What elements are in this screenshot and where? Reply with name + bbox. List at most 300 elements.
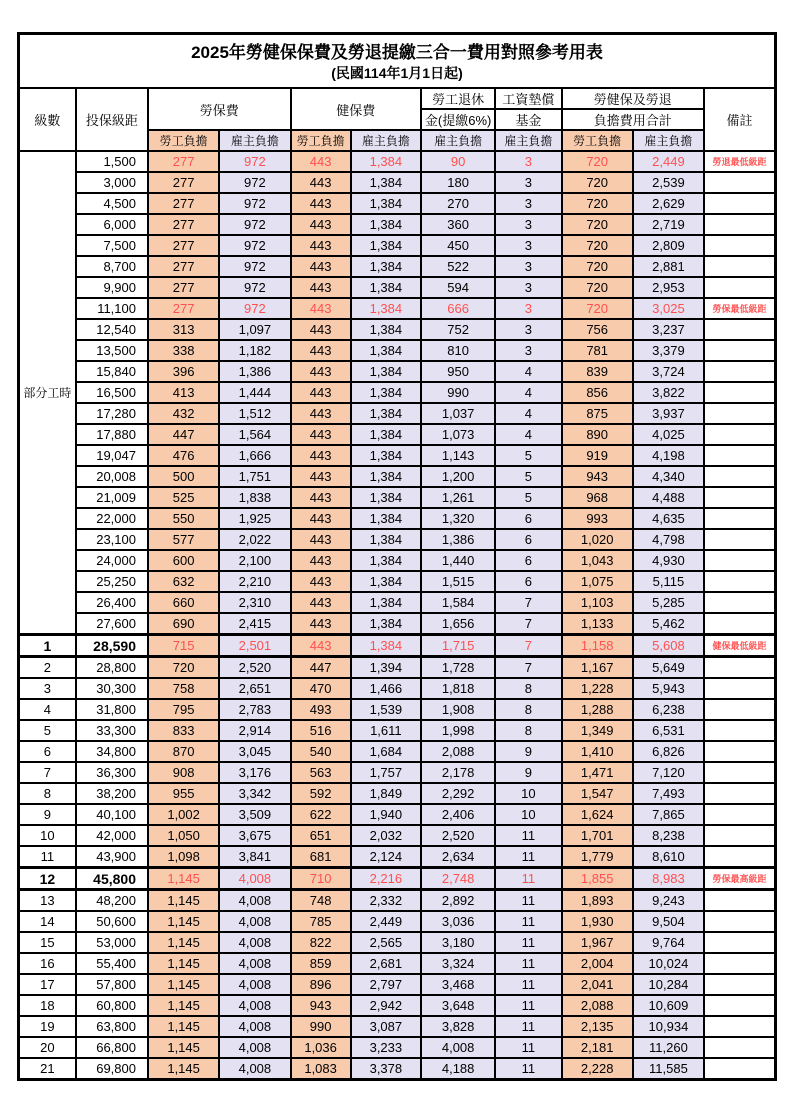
value-cell: 277 [148,214,219,235]
value-cell: 10,934 [633,1016,704,1037]
value-cell: 2,124 [351,846,421,868]
value-cell: 3,237 [633,319,704,340]
value-cell: 1,384 [351,529,421,550]
value-cell: 781 [562,340,633,361]
value-cell: 493 [291,699,351,720]
value-cell: 870 [148,741,219,762]
bracket-cell: 21,009 [76,487,148,508]
bracket-cell: 1,500 [76,151,148,172]
value-cell: 443 [291,277,351,298]
value-cell: 1,384 [351,214,421,235]
value-cell: 3,841 [219,846,290,868]
value-cell: 432 [148,403,219,424]
value-cell: 720 [562,277,633,298]
value-cell: 1,145 [148,974,219,995]
value-cell: 1,384 [351,298,421,319]
value-cell: 2,953 [633,277,704,298]
value-cell: 1,515 [421,571,495,592]
value-cell: 2,809 [633,235,704,256]
value-cell: 1,288 [562,699,633,720]
value-cell: 1,103 [562,592,633,613]
value-cell: 1,466 [351,678,421,699]
value-cell: 943 [562,466,633,487]
table-row [19,214,776,235]
value-cell: 540 [291,741,351,762]
value-cell: 1,098 [148,846,219,868]
value-cell: 1,145 [148,1058,219,1080]
level-cell: 2 [19,657,76,679]
bracket-cell: 36,300 [76,762,148,783]
value-cell: 1,512 [219,403,290,424]
value-cell: 443 [291,193,351,214]
value-cell: 4,008 [219,974,290,995]
value-cell: 11 [495,846,561,868]
bracket-cell: 22,000 [76,508,148,529]
value-cell: 1,145 [148,1016,219,1037]
value-cell: 2,228 [562,1058,633,1080]
remark-cell [704,995,775,1016]
value-cell: 476 [148,445,219,466]
value-cell: 2,681 [351,953,421,974]
value-cell: 756 [562,319,633,340]
value-cell: 1,384 [351,193,421,214]
value-cell: 839 [562,361,633,382]
value-cell: 1,998 [421,720,495,741]
bracket-cell: 23,100 [76,529,148,550]
value-cell: 810 [421,340,495,361]
value-cell: 1,893 [562,890,633,912]
value-cell: 2,181 [562,1037,633,1058]
value-cell: 2,310 [219,592,290,613]
value-cell: 972 [219,298,290,319]
value-cell: 3 [495,235,561,256]
value-cell: 3 [495,193,561,214]
remark-cell: 勞保最高級距 [704,868,775,890]
value-cell: 2,748 [421,868,495,890]
remark-cell [704,613,775,635]
value-cell: 9,764 [633,932,704,953]
value-cell: 443 [291,529,351,550]
remark-cell [704,953,775,974]
value-cell: 592 [291,783,351,804]
value-cell: 443 [291,466,351,487]
value-cell: 2,914 [219,720,290,741]
bracket-cell: 31,800 [76,699,148,720]
value-cell: 710 [291,868,351,890]
subheader-wage-fund-employer: 雇主負擔 [495,130,561,151]
remark-cell [704,911,775,932]
bracket-cell: 60,800 [76,995,148,1016]
value-cell: 7 [495,657,561,679]
table-row [19,298,776,319]
table-row [19,445,776,466]
remark-cell [704,804,775,825]
value-cell: 859 [291,953,351,974]
value-cell: 6 [495,529,561,550]
value-cell: 338 [148,340,219,361]
bracket-cell: 15,840 [76,361,148,382]
value-cell: 1,384 [351,319,421,340]
value-cell: 10,284 [633,974,704,995]
remark-cell [704,1016,775,1037]
value-cell: 748 [291,890,351,912]
value-cell: 4,025 [633,424,704,445]
value-cell: 11 [495,911,561,932]
remark-cell [704,466,775,487]
value-cell: 5 [495,487,561,508]
remark-cell [704,550,775,571]
value-cell: 1,666 [219,445,290,466]
value-cell: 2,520 [219,657,290,679]
level-cell: 19 [19,1016,76,1037]
value-cell: 6 [495,571,561,592]
value-cell: 968 [562,487,633,508]
table-row [19,550,776,571]
subheader-total-employer: 雇主負擔 [633,130,704,151]
value-cell: 1,384 [351,340,421,361]
value-cell: 443 [291,214,351,235]
value-cell: 1,444 [219,382,290,403]
value-cell: 443 [291,613,351,635]
value-cell: 4 [495,382,561,403]
value-cell: 3,233 [351,1037,421,1058]
value-cell: 990 [291,1016,351,1037]
value-cell: 1,584 [421,592,495,613]
value-cell: 1,386 [219,361,290,382]
value-cell: 443 [291,382,351,403]
table-row [19,995,776,1016]
table-row [19,382,776,403]
bracket-cell: 53,000 [76,932,148,953]
value-cell: 752 [421,319,495,340]
value-cell: 785 [291,911,351,932]
value-cell: 443 [291,424,351,445]
value-cell: 2,892 [421,890,495,912]
value-cell: 500 [148,466,219,487]
remark-cell [704,699,775,720]
remark-cell [704,508,775,529]
level-cell: 3 [19,678,76,699]
bracket-cell: 24,000 [76,550,148,571]
value-cell: 7,120 [633,762,704,783]
subheader-health-worker: 勞工負擔 [291,130,351,151]
value-cell: 1,384 [351,382,421,403]
value-cell: 993 [562,508,633,529]
bracket-cell: 17,280 [76,403,148,424]
level-cell: 10 [19,825,76,846]
value-cell: 1,684 [351,741,421,762]
remark-cell [704,657,775,679]
value-cell: 11 [495,932,561,953]
bracket-cell: 66,800 [76,1037,148,1058]
value-cell: 660 [148,592,219,613]
value-cell: 1,386 [421,529,495,550]
value-cell: 6,826 [633,741,704,762]
value-cell: 277 [148,235,219,256]
value-cell: 1,564 [219,424,290,445]
value-cell: 6,531 [633,720,704,741]
bracket-cell: 16,500 [76,382,148,403]
value-cell: 11 [495,974,561,995]
remark-cell [704,214,775,235]
value-cell: 3,025 [633,298,704,319]
level-cell: 18 [19,995,76,1016]
value-cell: 8 [495,720,561,741]
value-cell: 1,145 [148,890,219,912]
value-cell: 3,324 [421,953,495,974]
value-cell: 1,182 [219,340,290,361]
value-cell: 11 [495,995,561,1016]
remark-cell [704,340,775,361]
value-cell: 666 [421,298,495,319]
value-cell: 9,504 [633,911,704,932]
table-row [19,613,776,635]
remark-cell [704,932,775,953]
value-cell: 10 [495,783,561,804]
value-cell: 11,260 [633,1037,704,1058]
value-cell: 2,088 [562,995,633,1016]
value-cell: 443 [291,592,351,613]
table-row [19,1058,776,1080]
value-cell: 313 [148,319,219,340]
page-title: 2025年勞健保保費及勞退提繳三合一費用對照參考用表 [191,42,603,62]
value-cell: 2,783 [219,699,290,720]
table-row [19,592,776,613]
remark-cell [704,1037,775,1058]
value-cell: 2,797 [351,974,421,995]
bracket-cell: 7,500 [76,235,148,256]
value-cell: 720 [562,214,633,235]
table-row [19,424,776,445]
remark-cell [704,720,775,741]
value-cell: 972 [219,193,290,214]
value-cell: 443 [291,445,351,466]
bracket-cell: 6,000 [76,214,148,235]
bracket-cell: 25,250 [76,571,148,592]
table-row [19,657,776,679]
remark-cell [704,741,775,762]
value-cell: 7 [495,635,561,657]
table-row [19,361,776,382]
value-cell: 1,020 [562,529,633,550]
subheader-health-employer: 雇主負擔 [351,130,421,151]
bracket-cell: 55,400 [76,953,148,974]
value-cell: 2,539 [633,172,704,193]
subheader-labor-employer: 雇主負擔 [219,130,290,151]
value-cell: 180 [421,172,495,193]
remark-cell: 健保最低級距 [704,635,775,657]
value-cell: 720 [562,298,633,319]
value-cell: 443 [291,403,351,424]
value-cell: 972 [219,235,290,256]
value-cell: 1,384 [351,550,421,571]
table-row [19,953,776,974]
value-cell: 11 [495,868,561,890]
subheader-total-worker: 勞工負擔 [562,130,633,151]
value-cell: 8,610 [633,846,704,868]
part-time-label: 部分工時 [19,151,76,635]
value-cell: 8 [495,699,561,720]
subheader-pension-employer: 雇主負擔 [421,130,495,151]
table-row [19,235,776,256]
subheader-labor-worker: 勞工負擔 [148,130,219,151]
remark-cell [704,846,775,868]
value-cell: 9 [495,741,561,762]
value-cell: 443 [291,487,351,508]
value-cell: 443 [291,361,351,382]
table-body [19,151,776,1080]
value-cell: 450 [421,235,495,256]
value-cell: 277 [148,172,219,193]
value-cell: 3 [495,256,561,277]
value-cell: 600 [148,550,219,571]
value-cell: 1,145 [148,1037,219,1058]
value-cell: 972 [219,277,290,298]
level-cell: 8 [19,783,76,804]
value-cell: 10,024 [633,953,704,974]
value-cell: 2,881 [633,256,704,277]
bracket-cell: 45,800 [76,868,148,890]
level-cell: 6 [19,741,76,762]
value-cell: 3,087 [351,1016,421,1037]
table-row [19,340,776,361]
value-cell: 1,036 [291,1037,351,1058]
value-cell: 3,675 [219,825,290,846]
bracket-cell: 28,590 [76,635,148,657]
remark-cell [704,1058,775,1080]
value-cell: 522 [421,256,495,277]
value-cell: 413 [148,382,219,403]
value-cell: 1,715 [421,635,495,657]
value-cell: 1,394 [351,657,421,679]
table-row [19,151,776,172]
table-row [19,678,776,699]
col-header-remark: 備註 [704,88,775,151]
value-cell: 4 [495,361,561,382]
value-cell: 1,145 [148,995,219,1016]
value-cell: 1,410 [562,741,633,762]
col-header-bracket: 投保級距 [76,88,148,151]
value-cell: 990 [421,382,495,403]
level-cell: 4 [19,699,76,720]
value-cell: 1,779 [562,846,633,868]
value-cell: 690 [148,613,219,635]
level-cell: 5 [19,720,76,741]
table-row [19,1037,776,1058]
value-cell: 5 [495,445,561,466]
value-cell: 443 [291,340,351,361]
value-cell: 4 [495,403,561,424]
value-cell: 2,004 [562,953,633,974]
remark-cell [704,403,775,424]
value-cell: 8,238 [633,825,704,846]
value-cell: 4,008 [219,1037,290,1058]
bracket-cell: 38,200 [76,783,148,804]
bracket-cell: 11,100 [76,298,148,319]
value-cell: 10 [495,804,561,825]
remark-cell [704,762,775,783]
table-row [19,762,776,783]
value-cell: 1,925 [219,508,290,529]
value-cell: 3,724 [633,361,704,382]
remark-cell: 勞保最低級距 [704,298,775,319]
remark-cell [704,445,775,466]
value-cell: 720 [148,657,219,679]
value-cell: 1,158 [562,635,633,657]
value-cell: 4,008 [219,932,290,953]
value-cell: 2,629 [633,193,704,214]
value-cell: 1,384 [351,613,421,635]
table-row [19,571,776,592]
value-cell: 443 [291,235,351,256]
bracket-cell: 69,800 [76,1058,148,1080]
table-row [19,720,776,741]
value-cell: 3 [495,319,561,340]
title-row [19,34,776,89]
value-cell: 2,022 [219,529,290,550]
bracket-cell: 50,600 [76,911,148,932]
bracket-cell: 26,400 [76,592,148,613]
value-cell: 875 [562,403,633,424]
bracket-cell: 13,500 [76,340,148,361]
value-cell: 3,379 [633,340,704,361]
value-cell: 3,509 [219,804,290,825]
value-cell: 3,937 [633,403,704,424]
value-cell: 1,097 [219,319,290,340]
value-cell: 1,083 [291,1058,351,1080]
value-cell: 1,145 [148,868,219,890]
value-cell: 443 [291,571,351,592]
value-cell: 822 [291,932,351,953]
level-cell: 11 [19,846,76,868]
remark-cell [704,678,775,699]
value-cell: 3 [495,277,561,298]
value-cell: 1,261 [421,487,495,508]
value-cell: 1,728 [421,657,495,679]
remark-cell [704,172,775,193]
page-subtitle: (民國114年1月1日起) [331,65,463,82]
col-header-pension-line1: 勞工退休 [421,88,495,109]
value-cell: 1,075 [562,571,633,592]
level-cell: 7 [19,762,76,783]
value-cell: 1,143 [421,445,495,466]
remark-cell [704,361,775,382]
value-cell: 11 [495,953,561,974]
value-cell: 3,036 [421,911,495,932]
value-cell: 447 [291,657,351,679]
table-row [19,911,776,932]
bracket-cell: 19,047 [76,445,148,466]
level-cell: 21 [19,1058,76,1080]
value-cell: 856 [562,382,633,403]
value-cell: 1,967 [562,932,633,953]
value-cell: 1,145 [148,911,219,932]
level-cell: 12 [19,868,76,890]
value-cell: 277 [148,193,219,214]
table-row [19,825,776,846]
value-cell: 577 [148,529,219,550]
table-row [19,846,776,868]
bracket-cell: 9,900 [76,277,148,298]
value-cell: 3 [495,340,561,361]
value-cell: 1,228 [562,678,633,699]
value-cell: 443 [291,298,351,319]
value-cell: 277 [148,298,219,319]
value-cell: 550 [148,508,219,529]
value-cell: 1,384 [351,635,421,657]
value-cell: 443 [291,550,351,571]
table-row [19,741,776,762]
